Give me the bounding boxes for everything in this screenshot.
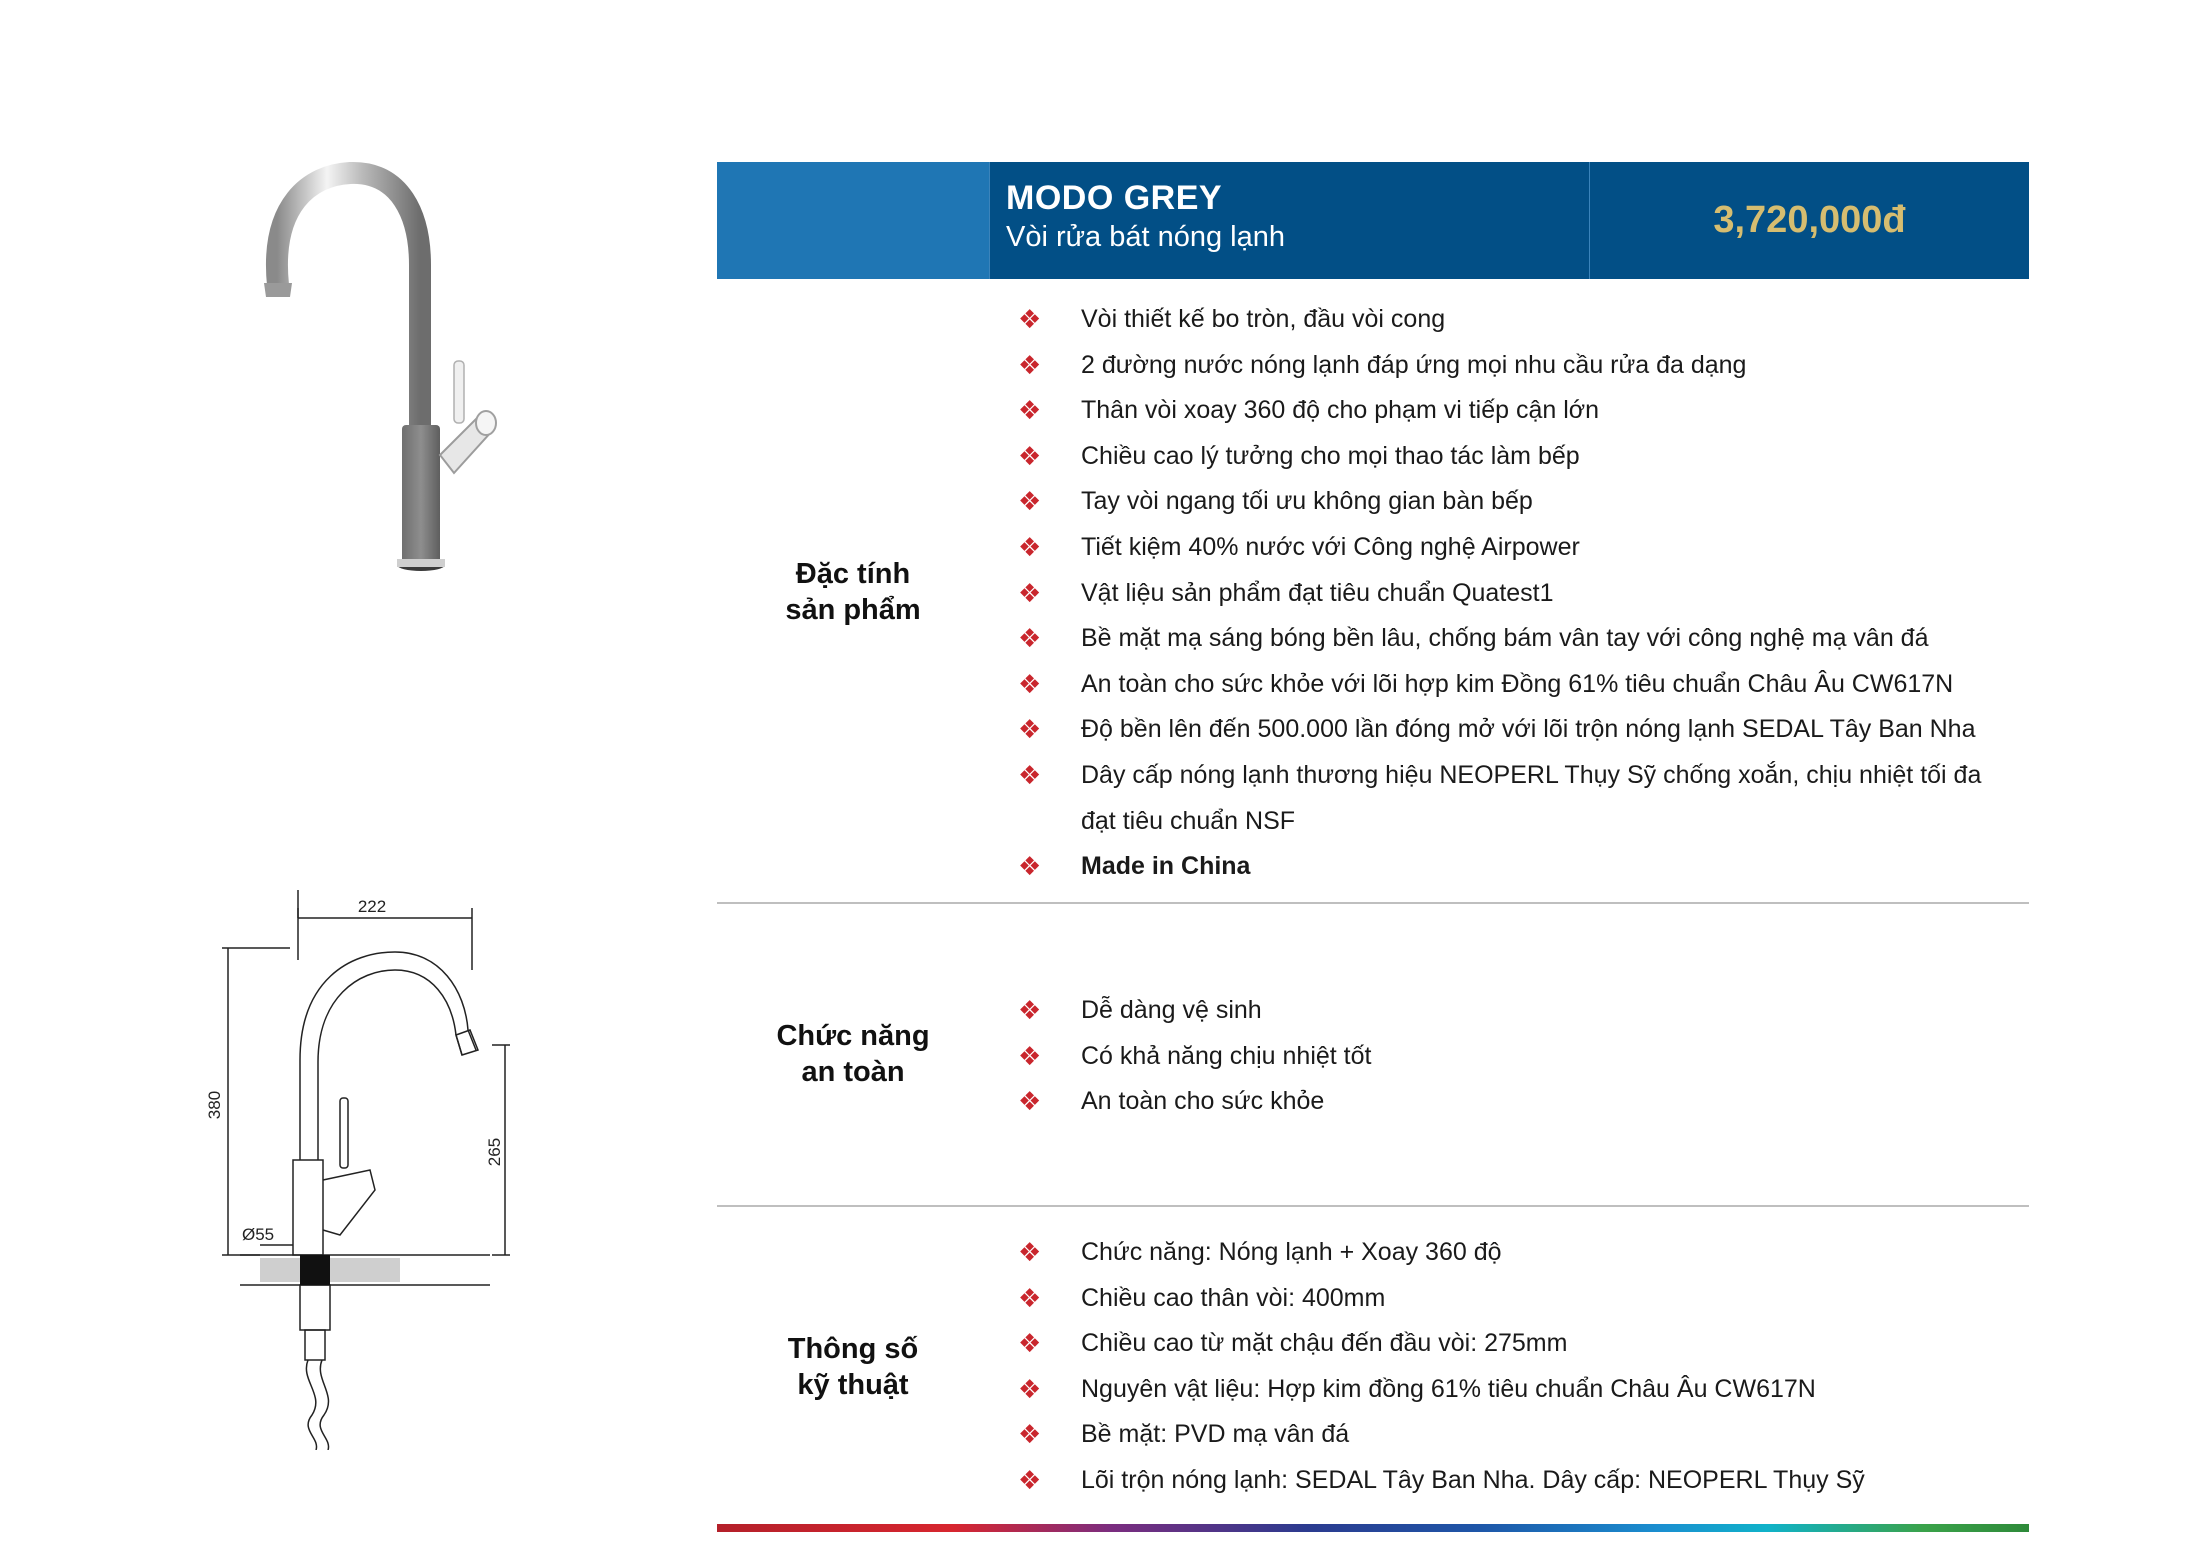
bullet-icon: ❖	[1018, 623, 1042, 654]
list-item: ❖ Tay vòi ngang tối ưu không gian bàn bếp	[1018, 479, 2018, 525]
list-item: ❖ Dây cấp nóng lạnh thương hiệu NEOPERL Thụy Sỹ chống xoắn, chịu nhiệt tối đa đạt tiêu chuẩn NSF	[1018, 753, 2018, 844]
bullet-icon: ❖	[1018, 1419, 1042, 1450]
list-item: ❖ Chức năng: Nóng lạnh + Xoay 360 độ	[1018, 1230, 2018, 1276]
list-item: ❖ An toàn cho sức khỏe với lõi hợp kim Đồng 61% tiêu chuẩn Châu Âu CW617N	[1018, 662, 2018, 708]
list-item: ❖ Chiều cao lý tưởng cho mọi thao tác làm bếp	[1018, 434, 2018, 480]
list-item: ❖ Lõi trộn nóng lạnh: SEDAL Tây Ban Nha. Dây cấp: NEOPERL Thụy Sỹ	[1018, 1458, 2018, 1504]
bullet-icon: ❖	[1018, 486, 1042, 517]
product-price: 3,720,000đ	[1590, 162, 2029, 279]
list-item: ❖ Nguyên vật liệu: Hợp kim đồng 61% tiêu chuẩn Châu Âu CW617N	[1018, 1367, 2018, 1413]
dimension-222: 222	[357, 897, 387, 916]
dimension-380: 380	[205, 1090, 224, 1120]
bullet-icon: ❖	[1018, 1237, 1042, 1267]
section-label-safety: Chức năng an toàn	[776, 1020, 930, 1088]
bullet-icon: ❖	[1018, 577, 1042, 608]
bullet-icon: ❖	[1018, 1464, 1042, 1495]
product-header	[717, 162, 2029, 279]
bullet-icon: ❖	[1018, 1328, 1042, 1359]
list-item: ❖ An toàn cho sức khỏe	[1018, 1079, 2018, 1125]
list-item: ❖ Tiết kiệm 40% nước với Công nghệ Airpower	[1018, 525, 2018, 571]
list-item	[1018, 844, 2018, 890]
header-name-cell	[989, 162, 1590, 279]
bullet-icon: ❖	[1018, 668, 1042, 699]
section-divider	[717, 1205, 2029, 1207]
section-label-specs: Thông số kỹ thuật	[787, 1333, 919, 1401]
dimension-base: Ø55	[242, 1225, 275, 1244]
list-item: ❖ Bề mặt: PVD mạ vân đá	[1018, 1412, 2018, 1458]
bullet-icon: ❖	[1018, 1282, 1042, 1313]
section-label-features: Đặc tính sản phẩm	[785, 558, 921, 626]
list-item: ❖ Vật liệu sản phẩm đạt tiêu chuẩn Quatest1	[1018, 571, 2018, 617]
bullet-icon: ❖	[1018, 304, 1042, 334]
list-item: ❖ Độ bền lên đến 500.000 lần đóng mở với lõi trộn nóng lạnh SEDAL Tây Ban Nha	[1018, 707, 2018, 753]
header-blank-cell	[717, 162, 989, 279]
bullet-icon: ❖	[1018, 1040, 1042, 1071]
technical-drawing	[200, 890, 530, 1450]
product-photo	[240, 155, 520, 585]
list-item: ❖ Bề mặt mạ sáng bóng bền lâu, chống bám vân tay với công nghệ mạ vân đá	[1018, 616, 2018, 662]
bullet-icon: ❖	[1018, 395, 1042, 426]
specs-list	[1018, 1230, 2018, 1504]
section-divider	[717, 902, 2029, 904]
list-item: ❖ Vòi thiết kế bo tròn, đầu vòi cong	[1018, 297, 2018, 343]
bullet-icon: ❖	[1018, 759, 1042, 790]
product-name: MODO GREY	[1006, 179, 1223, 217]
list-item: ❖ Chiều cao từ mặt chậu đến đầu vòi: 275mm	[1018, 1321, 2018, 1367]
dimension-265: 265	[485, 1137, 504, 1167]
product-subtitle: Vòi rửa bát nóng lạnh	[1006, 221, 1285, 253]
list-item: ❖ Thân vòi xoay 360 độ cho phạm vi tiếp cận lớn	[1018, 388, 2018, 434]
list-item: ❖ Có khả năng chịu nhiệt tốt	[1018, 1034, 2018, 1080]
bullet-icon: ❖	[1018, 440, 1042, 471]
bullet-icon: ❖	[1018, 995, 1042, 1025]
bullet-icon: ❖	[1018, 851, 1042, 882]
bullet-icon: ❖	[1018, 1086, 1042, 1117]
bullet-icon: ❖	[1018, 1373, 1042, 1404]
safety-list	[1018, 988, 2018, 1125]
list-item: ❖ Chiều cao thân vòi: 400mm	[1018, 1276, 2018, 1322]
bullet-icon: ❖	[1018, 531, 1042, 562]
bullet-icon: ❖	[1018, 714, 1042, 745]
list-item: ❖ Dễ dàng vệ sinh	[1018, 988, 2018, 1034]
bullet-icon: ❖	[1018, 349, 1042, 380]
made-in: Made in China	[1081, 852, 1251, 881]
bottom-color-bar	[717, 1524, 2029, 1532]
list-item: ❖ 2 đường nước nóng lạnh đáp ứng mọi nhu cầu rửa đa dạng	[1018, 343, 2018, 389]
features-list	[1018, 297, 2018, 890]
